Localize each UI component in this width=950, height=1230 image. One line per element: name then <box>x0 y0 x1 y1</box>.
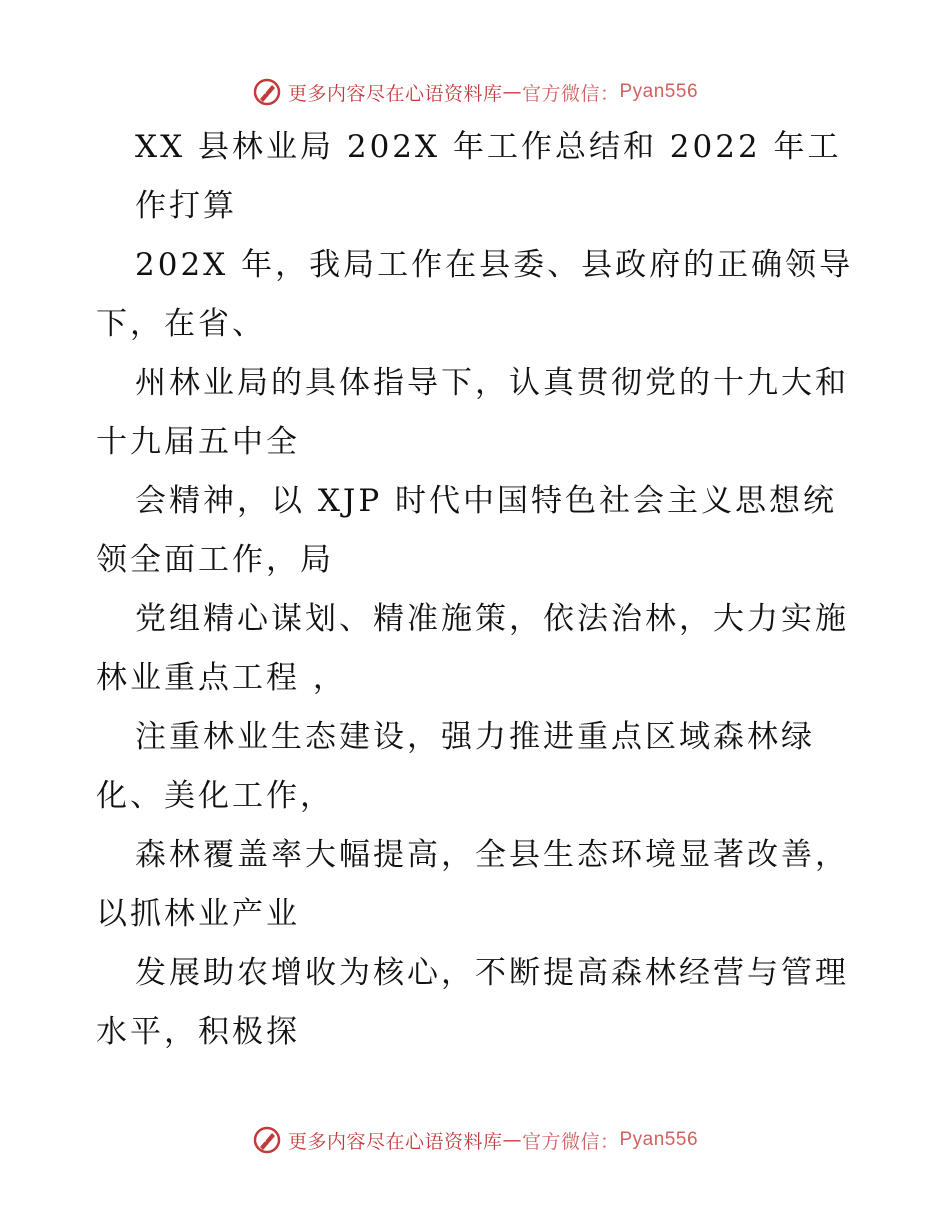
doc-line: 州林业局的具体指导下，认真贯彻党的十九大和 <box>135 365 849 401</box>
pen-logo-icon <box>252 1125 282 1155</box>
pen-logo-icon <box>252 77 282 107</box>
doc-line: 林业重点工程 ， <box>96 660 347 696</box>
doc-line: 森林覆盖率大幅提高，全县生态环境显著改善， <box>135 837 849 873</box>
doc-line: 领全面工作，局 <box>96 542 334 578</box>
doc-line: 下，在省、 <box>96 306 266 342</box>
doc-line: 化、美化工作， <box>96 778 334 814</box>
doc-line: 注重林业生态建设，强力推进重点区域森林绿 <box>135 719 815 755</box>
header-wechat-label: 官方微信： <box>521 82 620 105</box>
footer-watermark-text: 更多内容尽在心语资料库 <box>287 1130 503 1153</box>
footer-wechat-id: Pyan556 <box>619 1129 699 1150</box>
doc-line: 以抓林业产业 <box>96 896 300 932</box>
footer-watermark-dash: — <box>502 1129 522 1151</box>
footer-wechat-label: 官方微信： <box>521 1130 620 1153</box>
doc-line: 党组精心谋划、精准施策，依法治林，大力实施 <box>135 601 849 637</box>
doc-line: 水平，积极探 <box>96 1014 300 1050</box>
doc-line: 202X 年，我局工作在县委、县政府的正确领导 <box>135 247 854 283</box>
header-wechat-id: Pyan556 <box>619 81 699 102</box>
header-watermark-text: 更多内容尽在心语资料库 <box>287 82 503 105</box>
doc-line: 会精神，以 XJP 时代中国特色社会主义思想统 <box>135 483 838 519</box>
doc-title-line-2: 作打算 <box>135 188 237 224</box>
header-watermark-dash: — <box>502 81 522 103</box>
footer-watermark <box>0 1120 950 1160</box>
header-watermark <box>0 72 950 112</box>
doc-title-line-1: XX 县林业局 202X 年工作总结和 2022 年工 <box>135 129 842 165</box>
doc-line: 十九届五中全 <box>96 424 300 460</box>
doc-line: 发展助农增收为核心，不断提高森林经营与管理 <box>135 955 849 991</box>
